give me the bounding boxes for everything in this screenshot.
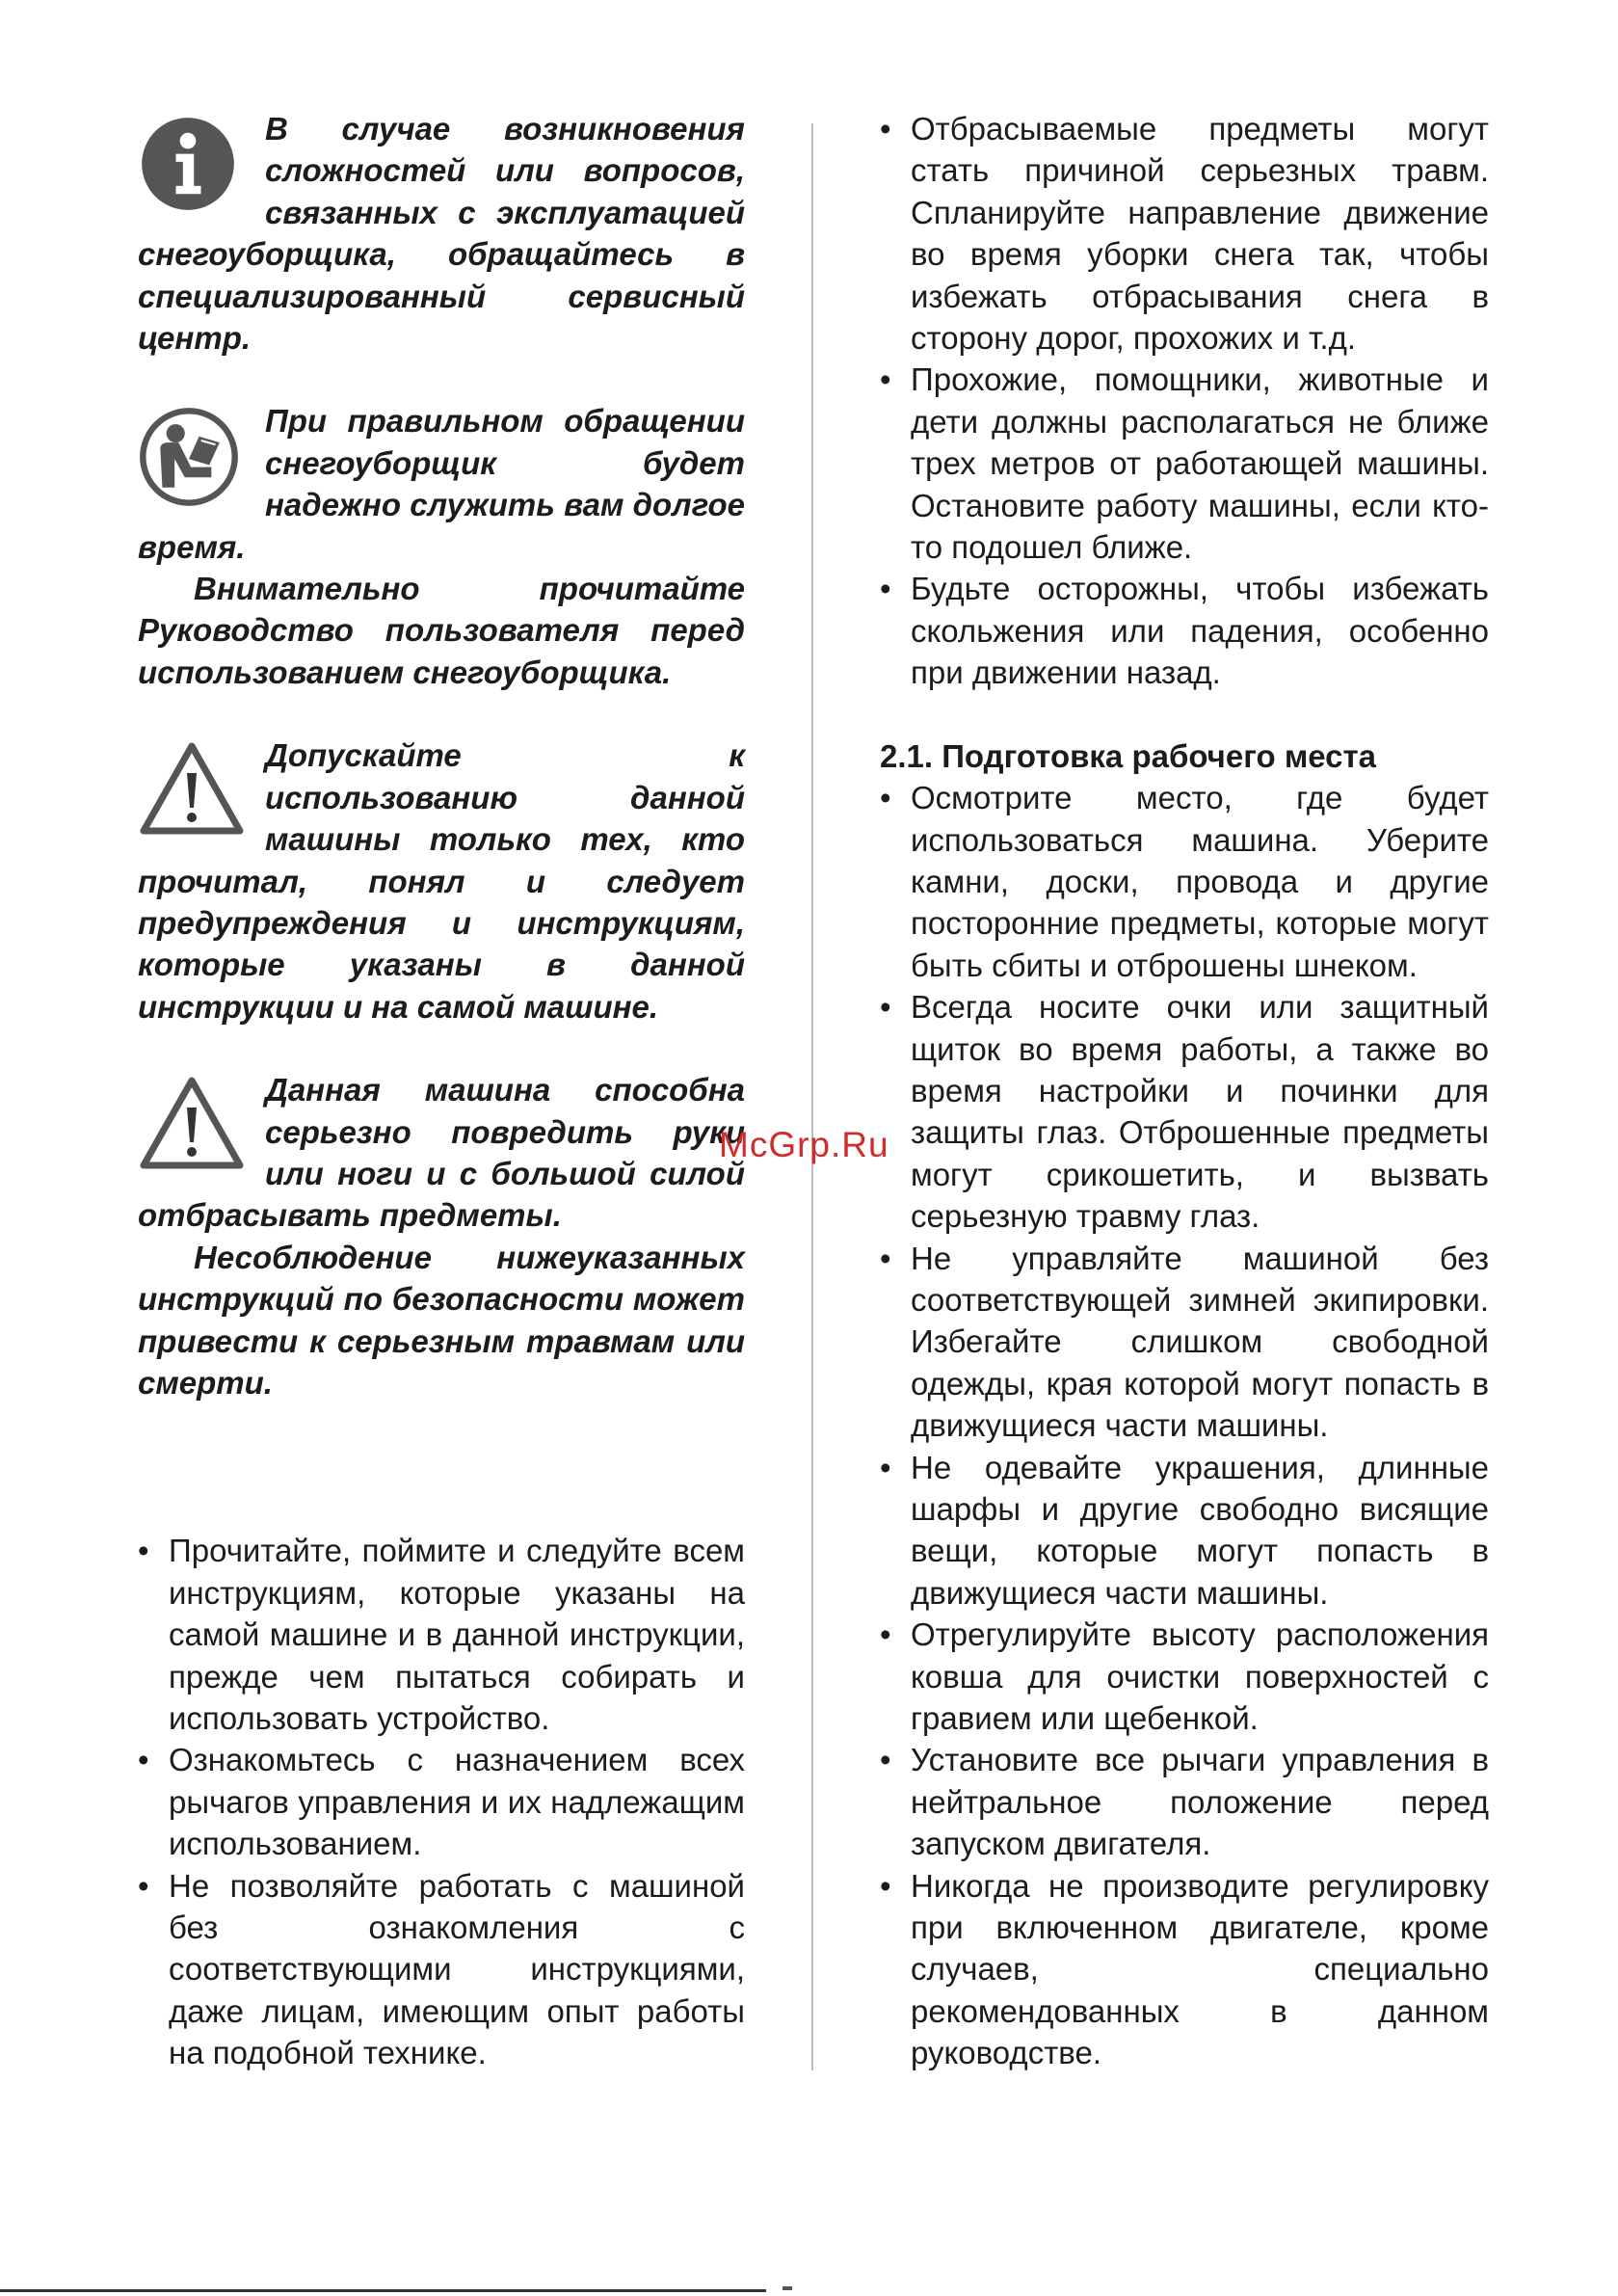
list-item: • Никогда не производите регулировку при включенном двигателе, кроме случаев, специально рекомендованных в данном руководстве. [880, 1865, 1489, 2074]
list-item: • Отбрасываемые предметы могут стать причиной серьезных травм. Спланируйте направление движение во время уборки снега так, чтобы избежать отбрасывания снега в сторону дорог, прохожих и т.д. [880, 108, 1489, 359]
notice-warning-injury-text-2-content: Несоблюдение нижеуказанных инструкций по безопасности может привести к серьезным травмам или смерти. [138, 1239, 745, 1401]
notice-warning-injury-text-2 [138, 1237, 745, 1404]
list-item: • Не управляйте машиной без соответствующей зимней экипировки. Избегайте слишком свободной одежды, края которой могут попасть в движущиеся части машины. [880, 1238, 1489, 1447]
read-manual-icon [138, 406, 252, 506]
right-column [880, 108, 1489, 2074]
right-bullet-list-top [880, 108, 1489, 694]
left-bullet-list [138, 1530, 745, 2073]
list-item: • Всегда носите очки или защитный щиток во время работы, а также во время настройки и починки для защиты глаз. Отброшенные предметы могут срикошетить, и вызвать серьезную травму глаз. [880, 986, 1489, 1237]
left-column [138, 108, 745, 2074]
notice-warning-users [138, 734, 745, 1028]
list-item: • Установите все рычаги управления в нейтральное положение перед запуском двигателя. [880, 1739, 1489, 1864]
list-item: • Будьте осторожны, чтобы избежать скольжения или падения, особенно при движении назад. [880, 568, 1489, 693]
notice-read-manual-text-2-content: Внимательно прочитайте Руководство пользователя перед использованием снегоуборщика. [138, 571, 745, 690]
list-item: • Осмотрите место, где будет использоваться машина. Уберите камни, доски, провода и другие посторонние предметы, которые могут быть сбиты и отброшены шнеком. [880, 777, 1489, 986]
warning-icon [138, 740, 252, 841]
section-title: 2.1. Подготовка рабочего места [880, 737, 1377, 774]
column-divider [811, 123, 813, 2070]
notice-read-manual-text: При правильном обращении снегоуборщик будет надежно служить вам долгое время. [138, 403, 745, 565]
watermark: McGrp.Ru [719, 1125, 889, 1164]
notice-read-manual-text-2 [138, 568, 745, 693]
notice-read-manual [138, 400, 745, 693]
list-item: • Ознакомьтесь с назначением всех рычагов управления и их надлежащим использованием. [138, 1739, 745, 1864]
notice-warning-users-text: Допускайте к использованию данной машины только тех, кто прочитал, понял и следует предупреждения и инструкциям, которые указаны в данной инструкции и на самой машине. [138, 737, 745, 1025]
notice-info [138, 108, 745, 359]
notice-warning-injury [138, 1069, 745, 1403]
notice-info-text: В случае возникновения сложностей или вопросов, связанных с эксплуатацией снегоуборщика, обращайтесь в специализированный сервисный центр. [138, 111, 745, 357]
list-item: • Не одевайте украшения, длинные шарфы и другие свободно висящие вещи, которые могут попасть в движущиеся части машины. [880, 1447, 1489, 1615]
warning-icon [138, 1075, 252, 1175]
bottom-rule [0, 2289, 766, 2292]
list-item: • Прочитайте, поймите и следуйте всем инструкциям, которые указаны на самой машине и в данной инструкции, прежде чем пытаться собирать и использовать устройство. [138, 1530, 745, 1739]
right-bullet-list-section [880, 777, 1489, 2074]
notice-warning-injury-text: Данная машина способна серьезно повредить руки или ноги и с большой силой отбрасывать предметы. [138, 1072, 745, 1234]
list-item: • Не позволяйте работать с машиной без ознакомления с соответствующими инструкциями, даже лицам, имеющим опыт работы на подобной технике. [138, 1865, 745, 2074]
list-item: • Отрегулируйте высоту расположения ковша для очистки поверхностей с гравием или щебенкой. [880, 1614, 1489, 1739]
list-item: • Прохожие, помощники, животные и дети должны располагаться не ближе трех метров от работающей машины. Остановите работу машины, если кто-то подошел ближе. [880, 359, 1489, 568]
info-icon [138, 114, 252, 214]
bottom-mark [782, 2286, 792, 2290]
